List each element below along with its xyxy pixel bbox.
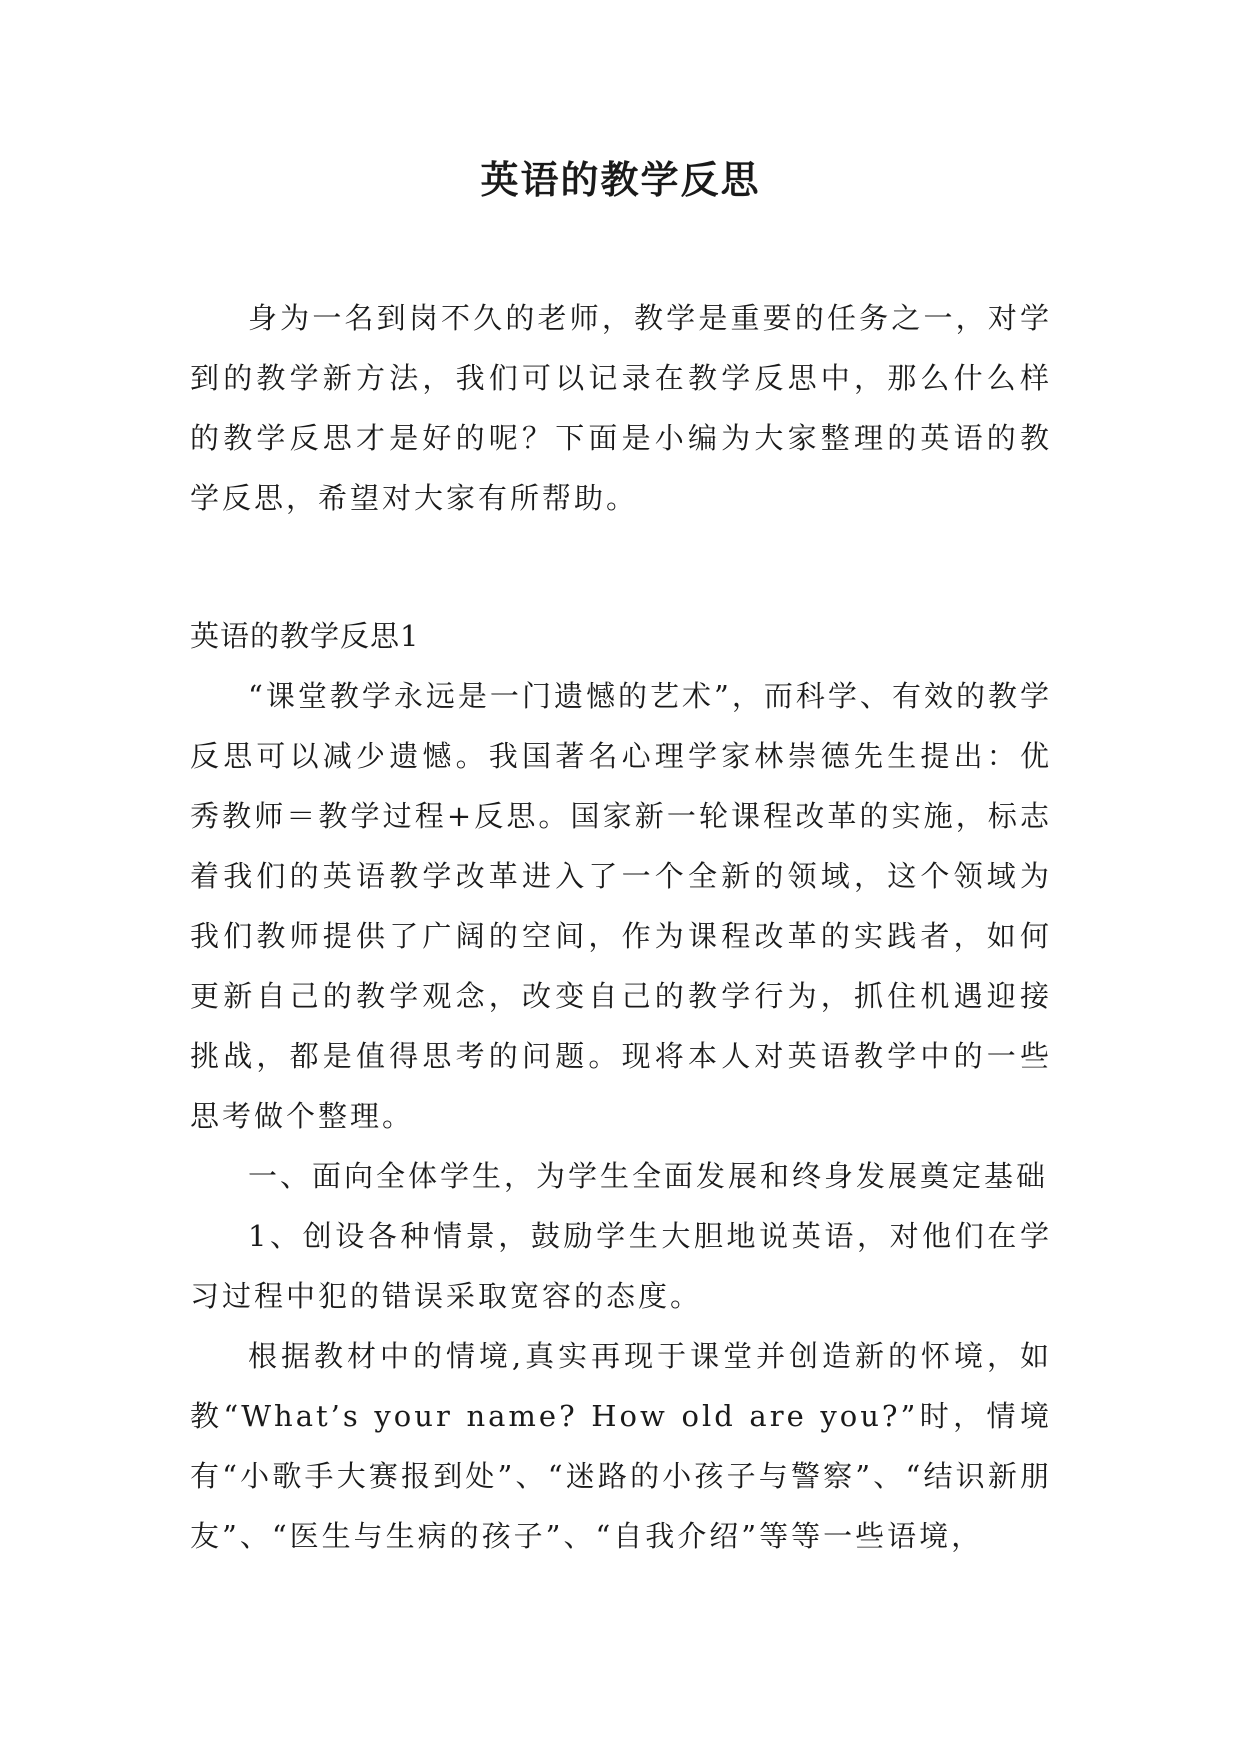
spacer [190, 528, 1052, 606]
intro-paragraph: 身为一名到岗不久的老师，教学是重要的任务之一，对学到的教学新方法，我们可以记录在教学反思中，那么什么样的教学反思才是好的呢？下面是小编为大家整理的英语的教学反思，希望对大家有所帮助。 [190, 301, 1052, 515]
body-paragraph-1: “课堂教学永远是一门遗憾的艺术”，而科学、有效的教学反思可以减少遗憾。我国著名心理学家林崇德先生提出：优秀教师＝教学过程+反思。国家新一轮课程改革的实施，标志着我们的英语教学改革进入了一个全新的领域，这个领域为我们教师提供了广阔的空间，作为课程改革的实践者，如何更新自己的教学观念，改变自己的教学行为，抓住机遇迎接挑战，都是值得思考的问题。现将本人对英语教学中的一些思考做个整理。 [190, 679, 1052, 1133]
body-paragraph-2: 一、面向全体学生，为学生全面发展和终身发展奠定基础 [248, 1159, 1049, 1193]
document-title: 英语的教学反思 [480, 157, 761, 202]
document-body [190, 288, 1052, 1566]
section-heading: 英语的教学反思1 [190, 619, 420, 653]
body-paragraph-4: 根据教材中的情境,真实再现于课堂并创造新的怀境，如教“What’s your name? How old are you?”时，情境有“小歌手大赛报到处”、“迷路的小孩子与警察”、“结识新朋友”、“医生与生病的孩子”、“自我介绍”等等一些语境， [190, 1339, 1052, 1553]
body-paragraph-3: 1、创设各种情景，鼓励学生大胆地说英语，对他们在学习过程中犯的错误采取宽容的态度。 [190, 1219, 1052, 1313]
